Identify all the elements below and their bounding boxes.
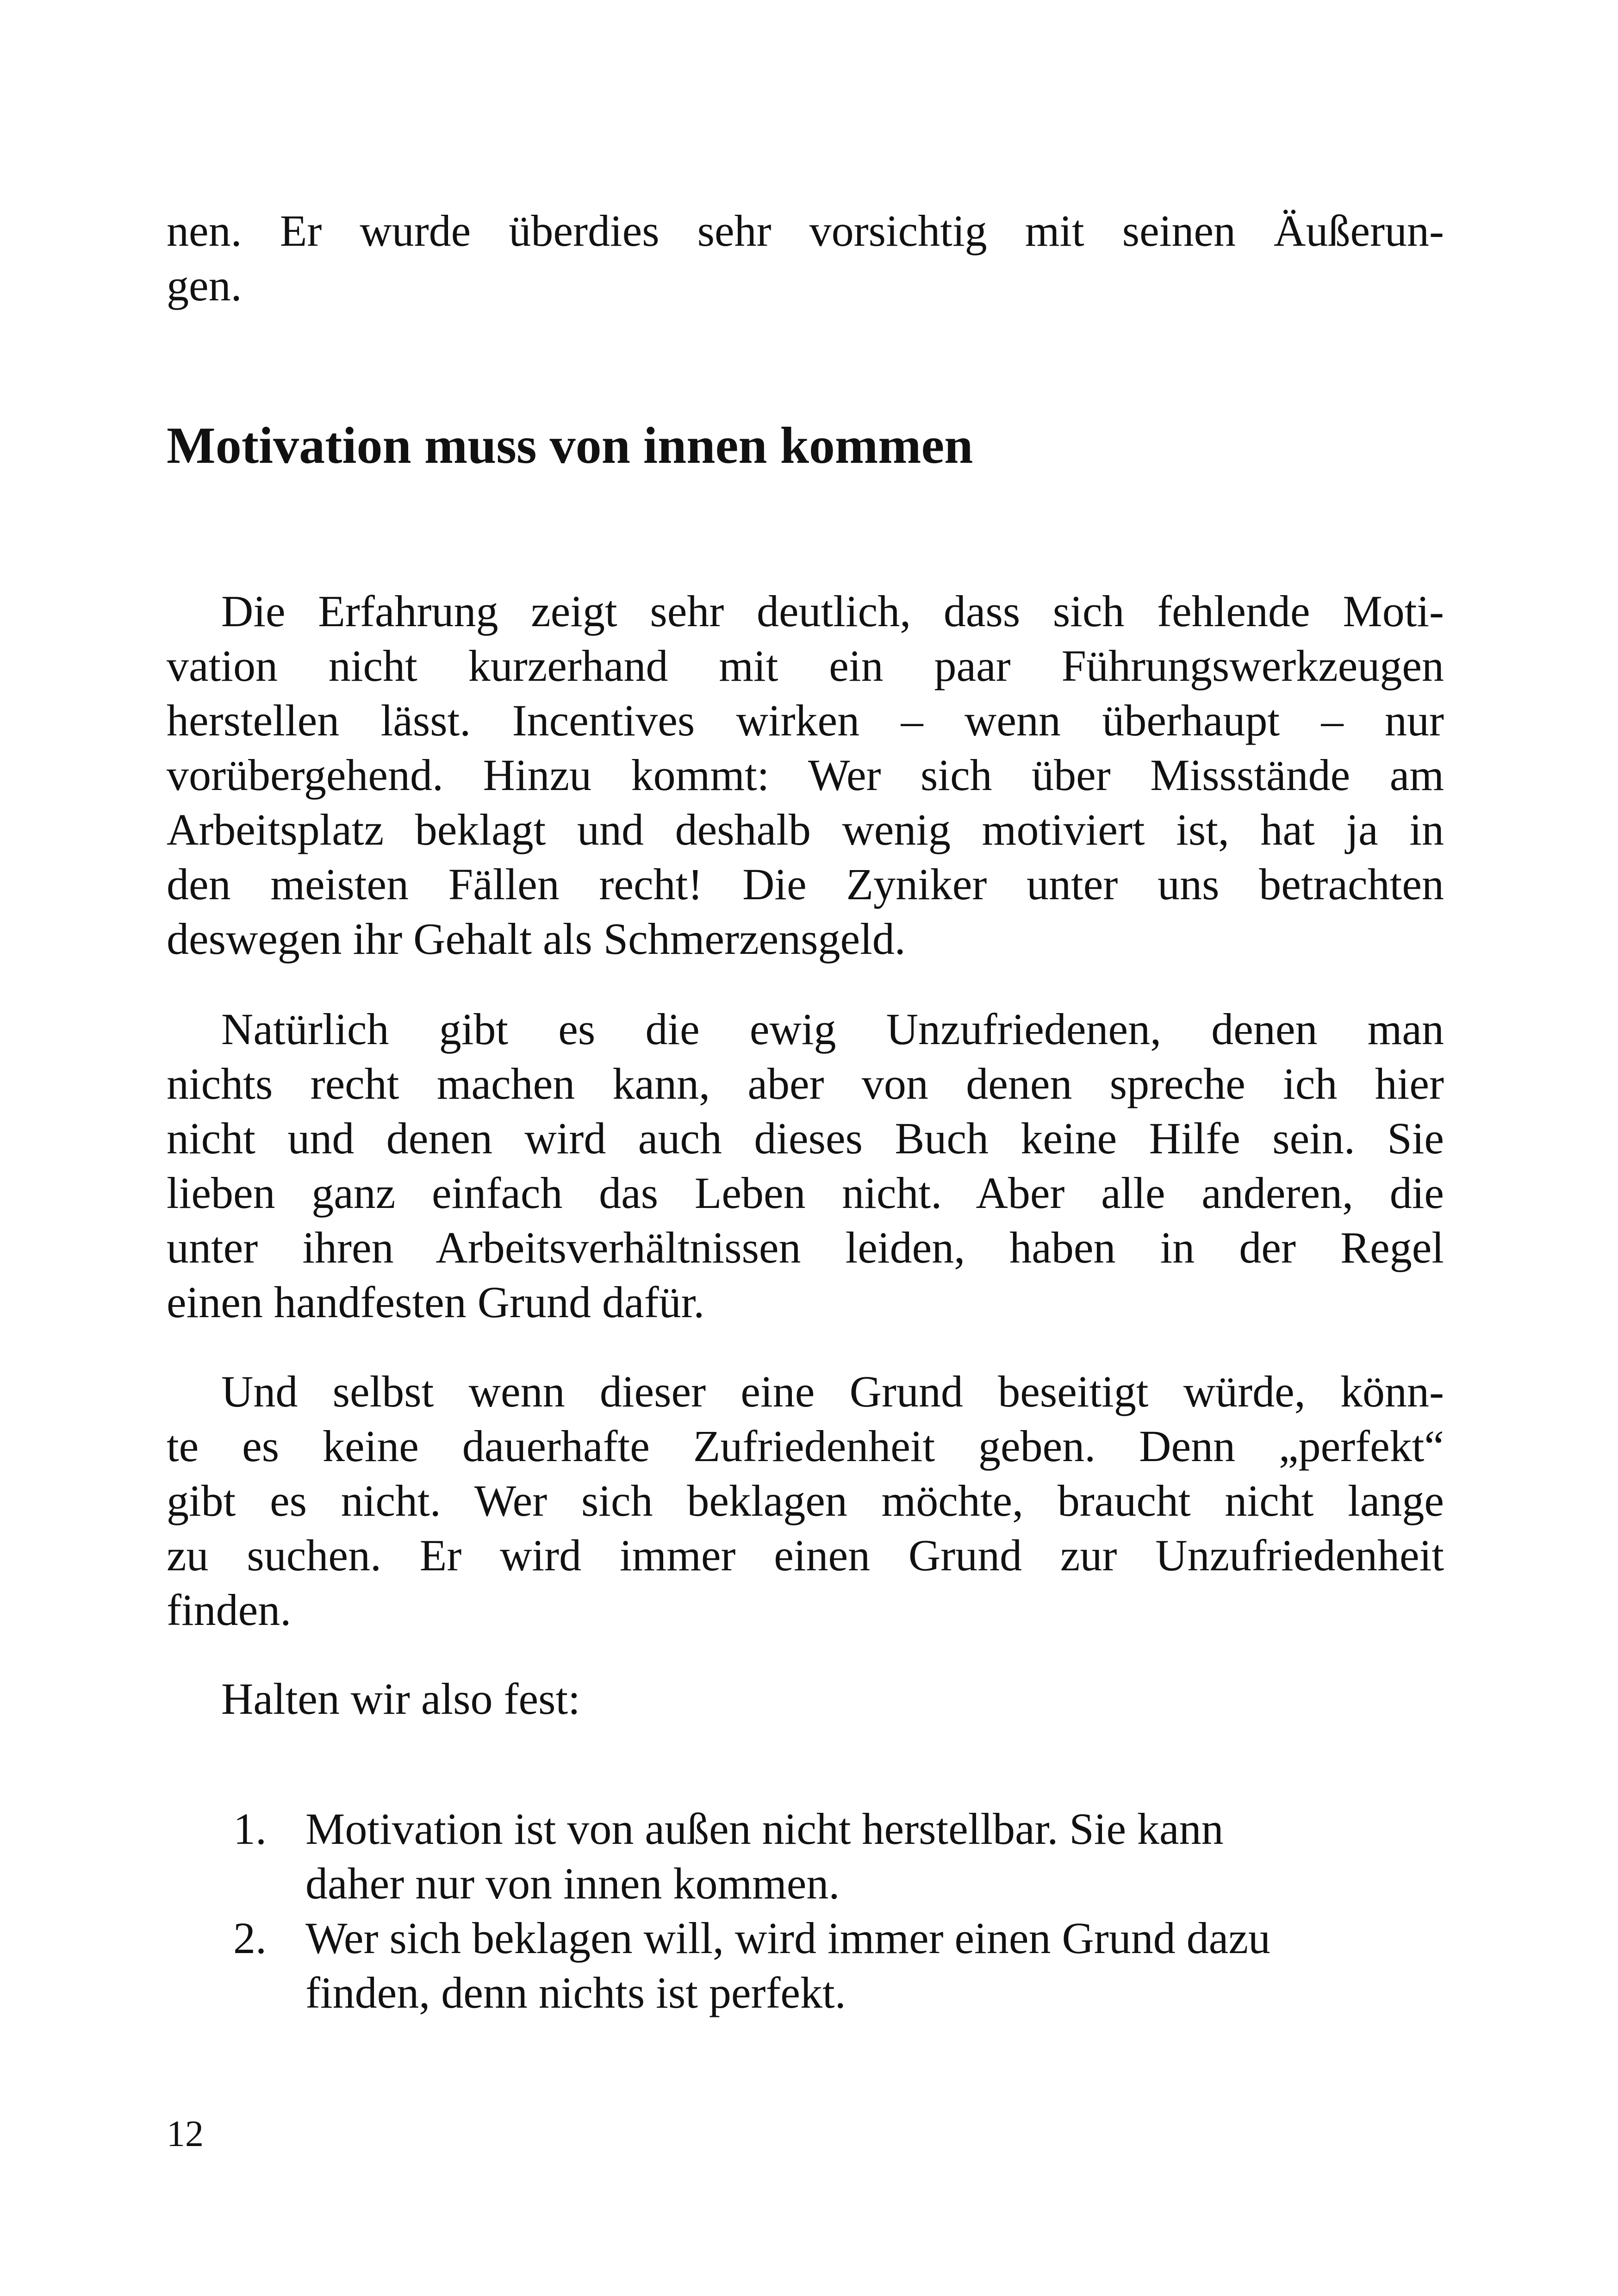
section-heading: Motivation muss von innen kommen [167,417,973,474]
page-number: 12 [167,2114,204,2154]
text-line: unter ihren Arbeitsverhältnissen leiden, haben in der Regel [167,1223,1444,1272]
list-number: 1. [233,1804,267,1854]
text-line: gen. [167,261,242,310]
text-line: nichts recht machen kann, aber von denen spreche ich hier [167,1059,1444,1108]
text-line: deswegen ihr Gehalt als Schmerzensgeld. [167,914,906,964]
text-line: zu suchen. Er wird immer einen Grund zur Unzufriedenheit [167,1531,1444,1580]
numbered-list [222,1802,1444,2020]
text-line: vorübergehend. Hinzu kommt: Wer sich über Missstände am [167,750,1444,800]
text-line: nicht und denen wird auch dieses Buch keine Hilfe sein. Sie [167,1114,1444,1163]
text-line: finden, denn nichts ist perfekt. [305,1968,846,2017]
list-item [222,1911,1444,2020]
paragraph-3 [167,1364,1444,1637]
paragraph-1 [167,584,1444,966]
text-line: Die Erfahrung zeigt sehr deutlich, dass sich fehlende Moti- [221,586,1444,636]
text-line: Natürlich gibt es die ewig Unzufriedenen, denen man [221,1004,1444,1054]
text-line: Arbeitsplatz beklagt und deshalb wenig motiviert ist, hat ja in [167,805,1444,854]
list-item [222,1802,1444,1911]
text-line: finden. [167,1585,292,1635]
text-line: te es keine dauerhafte Zufriedenheit geben. Denn „perfekt“ [167,1421,1444,1471]
list-number: 2. [233,1913,267,1963]
text-line: gibt es nicht. Wer sich beklagen möchte, braucht nicht lange [167,1476,1444,1525]
text-line: daher nur von innen kommen. [305,1859,840,1908]
text-line: einen handfesten Grund dafür. [167,1277,705,1327]
list-item-text [305,1911,1444,2020]
list-item-text [305,1802,1444,1911]
text-line: Wer sich beklagen will, wird immer einen Grund dazu [305,1913,1270,1963]
text-line: Motivation ist von außen nicht herstellbar. Sie kann [305,1804,1224,1854]
text-line: Und selbst wenn dieser eine Grund beseitigt würde, könn- [221,1367,1444,1416]
text-line: Halten wir also fest: [221,1674,580,1724]
text-line: vation nicht kurzerhand mit ein paar Führungswerkzeugen [167,641,1444,691]
text-line: lieben ganz einfach das Leben nicht. Aber alle anderen, die [167,1168,1444,1218]
continuation-paragraph [167,204,1444,313]
text-line: nen. Er wurde überdies sehr vorsichtig mit seinen Äußerun- [167,206,1444,255]
text-line: den meisten Fällen recht! Die Zyniker unter uns betrachten [167,859,1444,909]
paragraph-2 [167,1002,1444,1330]
text-line: herstellen lässt. Incentives wirken – wenn überhaupt – nur [167,696,1444,745]
paragraph-4 [167,1672,1444,1726]
